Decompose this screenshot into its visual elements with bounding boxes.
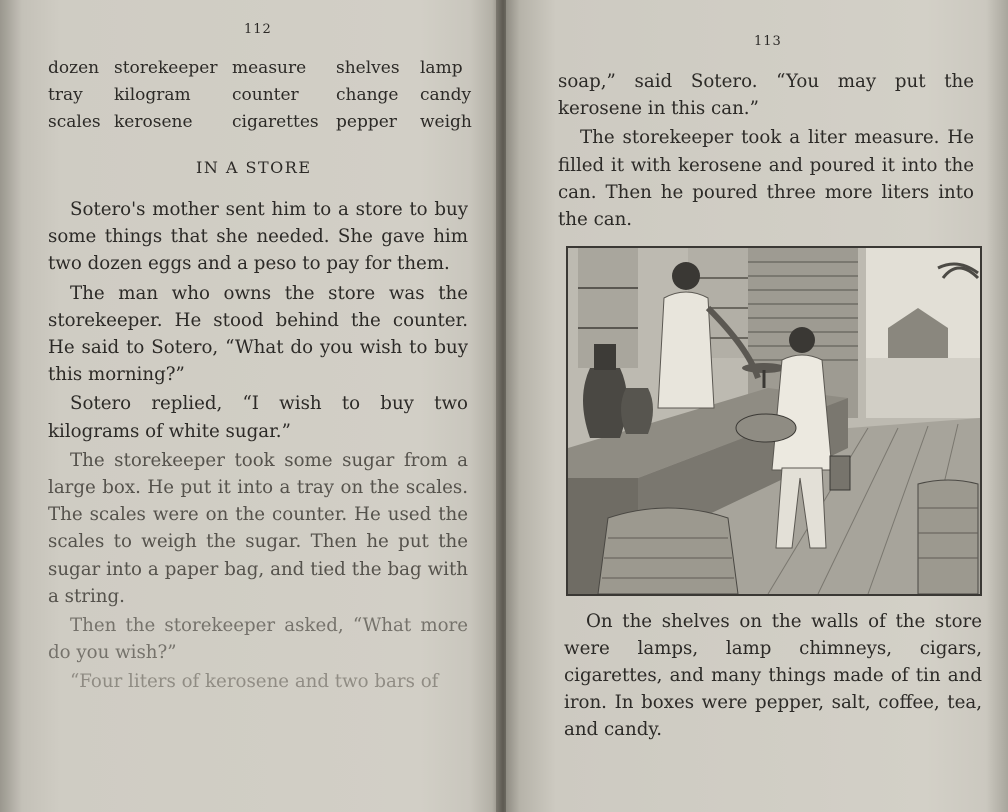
- vocab-word: cigarettes: [232, 112, 319, 132]
- right-body-text-top: [558, 68, 974, 235]
- vocab-word: lamp: [420, 58, 463, 78]
- paragraph: soap,” said Sotero. “You may put the kerosene in this can.”: [558, 71, 974, 120]
- vocab-word: storekeeper: [114, 58, 218, 78]
- paragraph: Sotero replied, “I wish to buy two kilograms of white sugar.”: [48, 393, 468, 442]
- vocab-word: counter: [232, 85, 299, 105]
- vocab-word: change: [336, 85, 399, 105]
- paragraph: The man who owns the store was the storekeeper. He stood behind the counter. He said to Sotero, “What do you wish to buy this morning?”: [48, 282, 468, 386]
- story-heading: IN A STORE: [196, 158, 312, 177]
- store-scene-illustration: [566, 246, 982, 596]
- vocab-word: pepper: [336, 112, 397, 132]
- paragraph: The storekeeper took some sugar from a large box. He put it into a tray on the scales. The scales were on the counter. He used the scales to weigh the sugar. Then he put the sugar into a paper bag, and tied the bag with a string.: [48, 449, 468, 607]
- vocab-word: tray: [48, 85, 83, 105]
- vocab-word: shelves: [336, 58, 400, 78]
- vocab-word: kilogram: [114, 85, 191, 105]
- page-number-right: 113: [754, 34, 782, 49]
- right-page: [506, 0, 1008, 812]
- paragraph: On the shelves on the walls of the store were lamps, lamp chimneys, cigars, cigarettes, and many things made of tin and iron. In boxes were pepper, salt, coffee, tea, and candy.: [564, 611, 982, 740]
- paragraph: Sotero's mother sent him to a store to buy some things that she needed. She gave him two dozen eggs and a peso to pay for them.: [48, 199, 468, 275]
- vocab-word: dozen: [48, 58, 100, 78]
- paragraph: Then the storekeeper asked, “What more do you wish?”: [48, 615, 468, 664]
- paragraph: The storekeeper took a liter measure. He filled it with kerosene and poured it into the can. Then he poured three more liters into the can.: [558, 127, 974, 231]
- paragraph: “Four liters of kerosene and two bars of: [70, 671, 439, 693]
- illustration-drawing: [568, 248, 980, 594]
- page-number-left: 112: [244, 22, 272, 37]
- vocab-word: scales: [48, 112, 101, 132]
- right-body-text-bottom: [564, 608, 982, 745]
- vocab-word: weigh: [420, 112, 472, 132]
- vocab-word: candy: [420, 85, 472, 105]
- vocab-word: kerosene: [114, 112, 193, 132]
- vocab-word: measure: [232, 58, 307, 78]
- left-page: [0, 0, 500, 812]
- left-body-text: [48, 196, 468, 698]
